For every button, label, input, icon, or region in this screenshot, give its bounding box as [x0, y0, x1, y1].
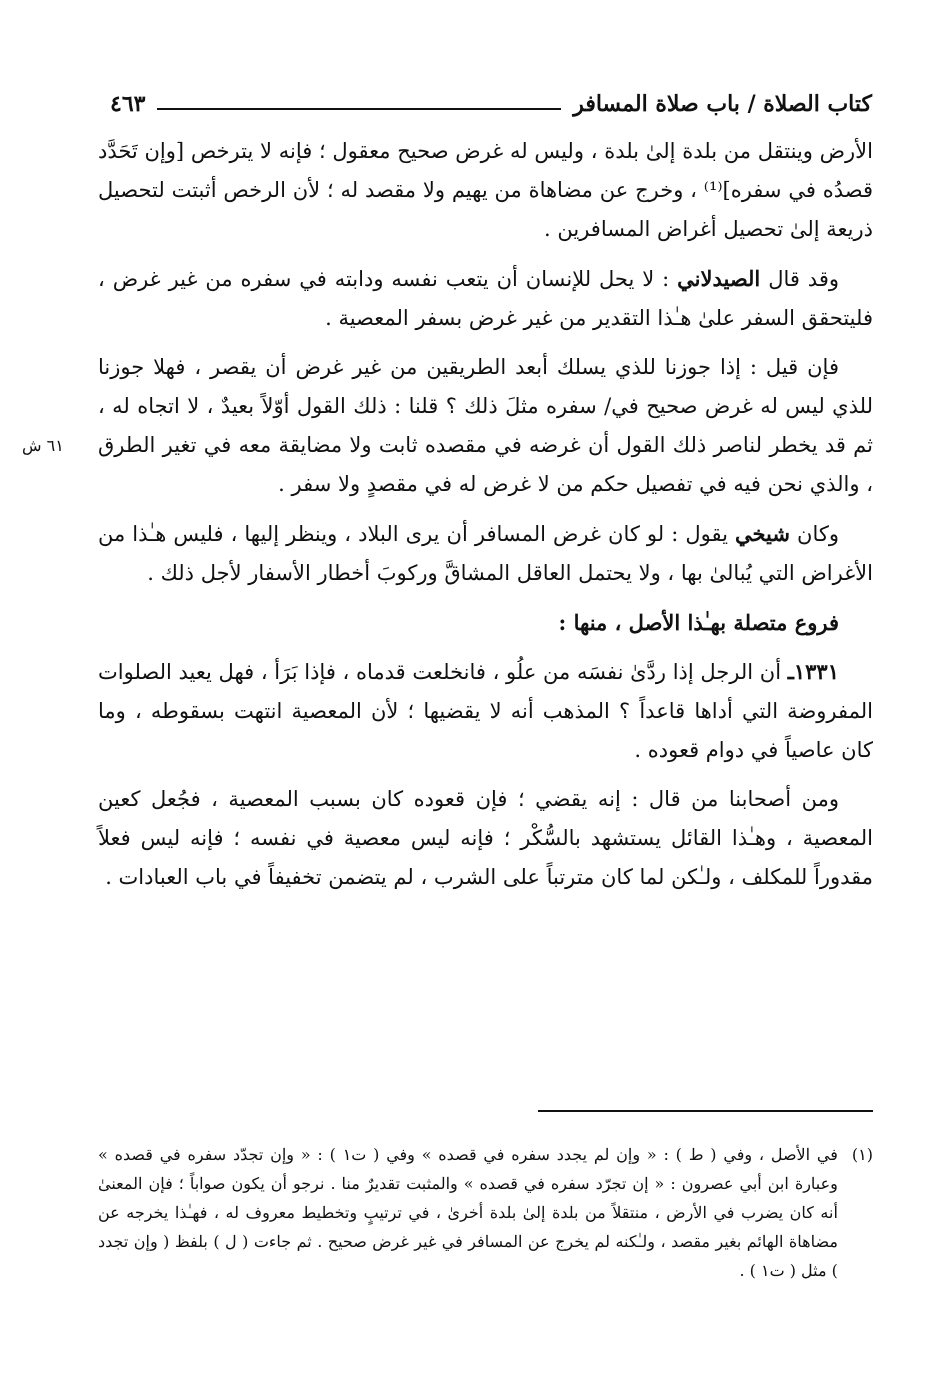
paragraph-4-lead: وكان	[789, 522, 839, 546]
issue-number: ١٣٣١ـ	[787, 659, 839, 684]
paragraph-5	[98, 652, 873, 770]
scholar-name-shaykhi: شيخي	[734, 521, 790, 546]
paragraph-5-text: أن الرجل إذا ردَّىٰ نفسَه من علُو ، فانخلعت قدماه ، فإذا بَرَأ ، فهل يعيد الصلوات المفروضة التي أداها قاعداً ؟ المذهب أنه لا يقضيها ؛ لأن المعصية انتهت بسقوطه ، وما كان عاصياً في دوام قعوده .	[98, 660, 873, 762]
header-title: كتاب الصلاة / باب صلاة المسافر	[573, 91, 872, 117]
scholar-name-saydalani: الصيدلاني	[677, 266, 761, 291]
footnote-number: (١)	[851, 1145, 873, 1164]
running-header	[110, 84, 872, 124]
paragraph-1: الأرض وينتقل من بلدة إلىٰ بلدة ، وليس له غرض صحيح معقول ؛ فإنه لا يترخص [وإن تَحَدَّد قصدُه في سفره]⁽¹⁾ ، وخرج عن مضاهاة من يهيم ولا مقصد له ؛ لأن الرخص أثبتت لتحصيل ذريعة إلىٰ تحصيل أغراض المسافرين .	[98, 139, 873, 241]
paragraph-6: ومن أصحابنا من قال : إنه يقضي ؛ فإن قعوده كان بسبب المعصية ، فجُعل كعين المعصية ، وهـٰذا القائل يستشهد بالسُّكْر ؛ فإنه ليس معصية في نفسه ؛ فإنه ليس فعلاً مقدوراً للمكلف ، ولـٰكن لما كان مترتباً على الشرب ، لم يتضمن تخفيفاً في باب العبادات .	[98, 787, 873, 889]
footnote	[98, 1140, 873, 1285]
paragraph-4	[98, 514, 873, 593]
page-number: ٤٦٣	[110, 91, 146, 117]
paragraph-2	[98, 259, 873, 338]
paragraph-4-rest: يقول : لو كان غرض المسافر أن يرى البلاد ، وينظر إليها ، فليس هـٰذا من الأغراض التي يُبالىٰ بها ، ولا يحتمل العاقل المشاقَّ وركوبَ أخطار الأسفار لأجل ذلك .	[98, 522, 873, 585]
margin-note: ٦١ ش	[22, 436, 64, 455]
footnote-rule	[538, 1110, 873, 1112]
body-text	[98, 132, 873, 907]
header-rule	[157, 108, 561, 110]
paragraph-2-rest: : لا يحل للإنسان أن يتعب نفسه ودابته في سفره من غير غرض ، فليتحقق السفر علىٰ هـٰذا التقدير من غير غرض بسفر المعصية .	[98, 267, 873, 330]
footnote-text: في الأصل ، وفي ( ط ) : « وإن لم يجدد سفره في قصده » وفي ( ت١ ) : « وإن تجدّد سفره في قصده » وعبارة ابن أبي عصرون : « إن تجرّد سفره في قصده » والمثبت تقديرٌ منا . نرجو أن يكون صواباً ؛ فإن المعنىٰ أنه كان يضرب في الأرض ، منتقلاً من بلدة إلىٰ بلدة أخرىٰ ، في ترتيبٍ وتخطيط معروف له ، فهـٰذا يخرجه عن مضاهاة الهائم بغير مقصد ، ولـٰكنه لم يخرج عن المسافر في غير غرض صحيح . ثم جاءت ( ل ) بلفظ ( وإن تجدد ) مثل ( ت١ ) .	[98, 1145, 838, 1280]
section-subheading: فروع متصلة بهـٰذا الأصل ، منها :	[558, 610, 839, 635]
paragraph-2-lead: وقد قال	[760, 267, 840, 291]
paragraph-3: فإن قيل : إذا جوزنا للذي يسلك أبعد الطريقين من غير غرض أن يقصر ، فهلا جوزنا للذي ليس له غرض صحيح في/ سفره مثلَ ذلك ؟ قلنا : ذلك القول أوّلاً بعيدٌ ، لا اتجاه له ، ثم قد يخطر لناصر ذلك القول أن غرضه في مقصده ثابت ولا مضايقة معه في تغير الطرق ، والذي نحن فيه في تفصيل حكم من لا غرض له في مقصدٍ ولا سفر .	[98, 355, 873, 496]
